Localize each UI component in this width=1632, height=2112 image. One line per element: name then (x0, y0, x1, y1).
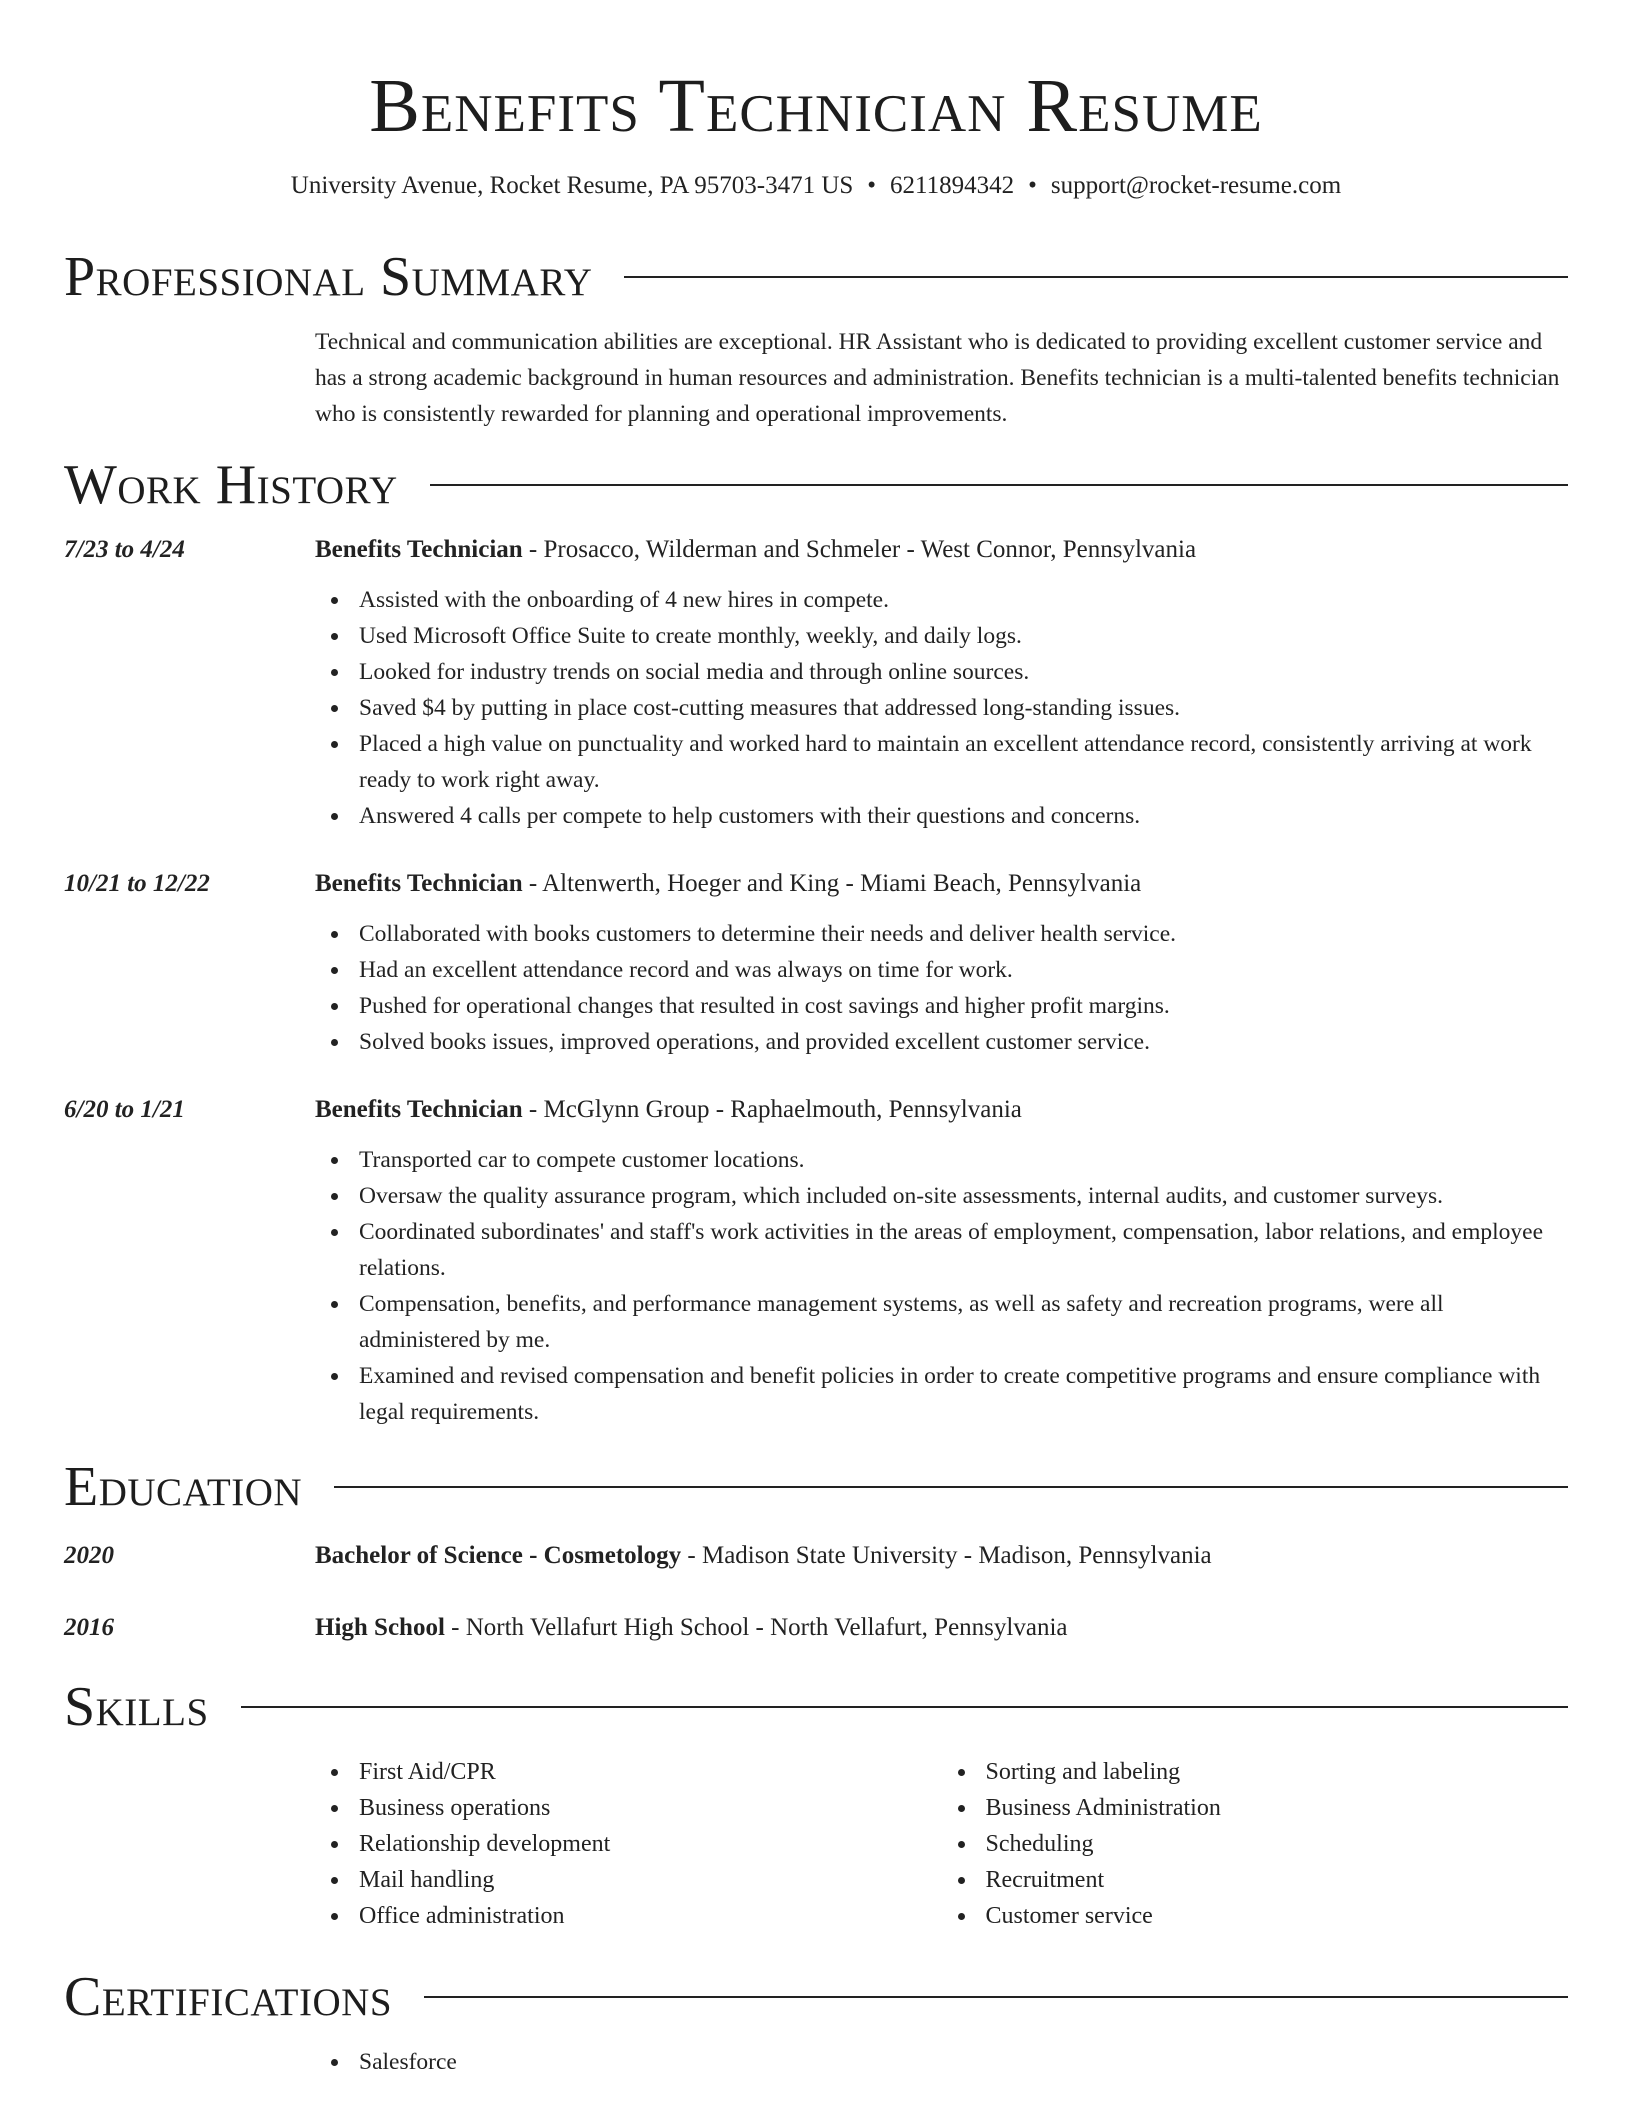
list-item: Collaborated with books customers to determine their needs and deliver health service. (315, 916, 1568, 952)
list-item: Examined and revised compensation and benefit policies in order to create competitive programs and ensure compliance with legal requirements. (315, 1358, 1568, 1430)
section-header-summary (64, 244, 1568, 310)
skill-item: Mail handling (315, 1862, 942, 1898)
list-item: Assisted with the onboarding of 4 new hires in compete. (315, 582, 1568, 618)
job-entry (64, 866, 1568, 1060)
section-divider (241, 1706, 1568, 1708)
job-details: - Altenwerth, Hoeger and King - Miami Beach, Pennsylvania (522, 870, 1142, 897)
job-bullets (315, 1142, 1568, 1430)
job-details: - Prosacco, Wilderman and Schmeler - West Connor, Pennsylvania (522, 536, 1197, 563)
job-details: - McGlynn Group - Raphaelmouth, Pennsylvania (522, 1096, 1022, 1123)
education-entry (64, 1538, 1568, 1574)
list-item: Coordinated subordinates' and staff's work activities in the areas of employment, compensation, labor relations, and employee relations. (315, 1214, 1568, 1286)
contact-phone: 6211894342 (890, 172, 1015, 199)
list-item: Answered 4 calls per compete to help customers with their questions and concerns. (315, 798, 1568, 834)
job-dates: 10/21 to 12/22 (64, 870, 210, 897)
skills-column-right (942, 1754, 1569, 1934)
education-year: 2016 (64, 1614, 114, 1641)
skill-item: Scheduling (942, 1826, 1569, 1862)
list-item: Compensation, benefits, and performance management systems, as well as safety and recreation programs, were all administered by me. (315, 1286, 1568, 1358)
section-title-certifications: Certifications (64, 1966, 393, 2028)
list-item: Transported car to compete customer locations. (315, 1142, 1568, 1178)
list-item: Had an excellent attendance record and was always on time for work. (315, 952, 1568, 988)
job-entry (64, 532, 1568, 834)
skill-item: Sorting and labeling (942, 1754, 1569, 1790)
section-header-education (64, 1454, 1568, 1520)
contact-separator: • (867, 172, 877, 199)
skills-list (64, 1754, 1568, 1934)
job-title: Benefits Technician (315, 536, 523, 563)
resume-page (64, 0, 1568, 2080)
list-item: Looked for industry trends on social media and through online sources. (315, 654, 1568, 690)
job-dates: 7/23 to 4/24 (64, 536, 185, 563)
list-item: Used Microsoft Office Suite to create monthly, weekly, and daily logs. (315, 618, 1568, 654)
list-item: Pushed for operational changes that resulted in cost savings and higher profit margins. (315, 988, 1568, 1024)
skill-item: Business Administration (942, 1790, 1569, 1826)
list-item: Saved $4 by putting in place cost-cutting measures that addressed long-standing issues. (315, 690, 1568, 726)
section-divider (430, 484, 1568, 486)
job-bullets (315, 916, 1568, 1060)
skill-item: Customer service (942, 1898, 1569, 1934)
education-entry (64, 1610, 1568, 1646)
section-title-work-history: Work History (64, 454, 398, 516)
contact-address: University Avenue, Rocket Resume, PA 95703-3471 US (290, 172, 854, 199)
job-title: Benefits Technician (315, 870, 523, 897)
contact-line (64, 170, 1568, 202)
section-header-skills (64, 1674, 1568, 1740)
job-title: Benefits Technician (315, 1096, 523, 1123)
skill-item: Office administration (315, 1898, 942, 1934)
job-bullets (315, 582, 1568, 834)
education-details: - North Vellafurt High School - North Vellafurt, Pennsylvania (444, 1614, 1068, 1641)
contact-separator: • (1028, 172, 1037, 199)
certification-item: Salesforce (315, 2044, 1568, 2080)
section-header-certifications (64, 1964, 1568, 2030)
education-details: - Madison State University - Madison, Pennsylvania (681, 1542, 1212, 1569)
section-divider (334, 1486, 1568, 1488)
job-dates: 6/20 to 1/21 (64, 1096, 185, 1123)
section-title-summary: Professional Summary (64, 246, 593, 308)
list-item: Placed a high value on punctuality and worked hard to maintain an excellent attendance record, consistently arriving at work ready to work right away. (315, 726, 1568, 798)
list-item: Solved books issues, improved operations, and provided excellent customer service. (315, 1024, 1568, 1060)
skill-item: Relationship development (315, 1826, 942, 1862)
education-year: 2020 (64, 1542, 114, 1569)
section-divider (424, 1996, 1568, 1998)
education-degree: Bachelor of Science - Cosmetology (315, 1542, 682, 1569)
summary-text: Technical and communication abilities are exceptional. HR Assistant who is dedicated to providing excellent customer service and has a strong academic background in human resources and administration. Benefits technician is a multi-talented benefits technician who is consistently rewarded for planning and operational improvements. (315, 329, 1560, 427)
education-degree: High School (315, 1614, 445, 1641)
section-divider (624, 276, 1568, 278)
list-item: Oversaw the quality assurance program, which included on-site assessments, internal audits, and customer surveys. (315, 1178, 1568, 1214)
certifications-list (64, 2044, 1568, 2080)
section-header-work-history (64, 452, 1568, 518)
skills-column-left (315, 1754, 942, 1934)
job-entry (64, 1092, 1568, 1430)
section-title-skills: Skills (64, 1676, 209, 1738)
skill-item: First Aid/CPR (315, 1754, 942, 1790)
section-title-education: Education (64, 1456, 303, 1518)
skill-item: Recruitment (942, 1862, 1569, 1898)
skill-item: Business operations (315, 1790, 942, 1826)
contact-email: support@rocket-resume.com (1050, 172, 1342, 199)
resume-title: Benefits Technician Resume (369, 64, 1263, 148)
